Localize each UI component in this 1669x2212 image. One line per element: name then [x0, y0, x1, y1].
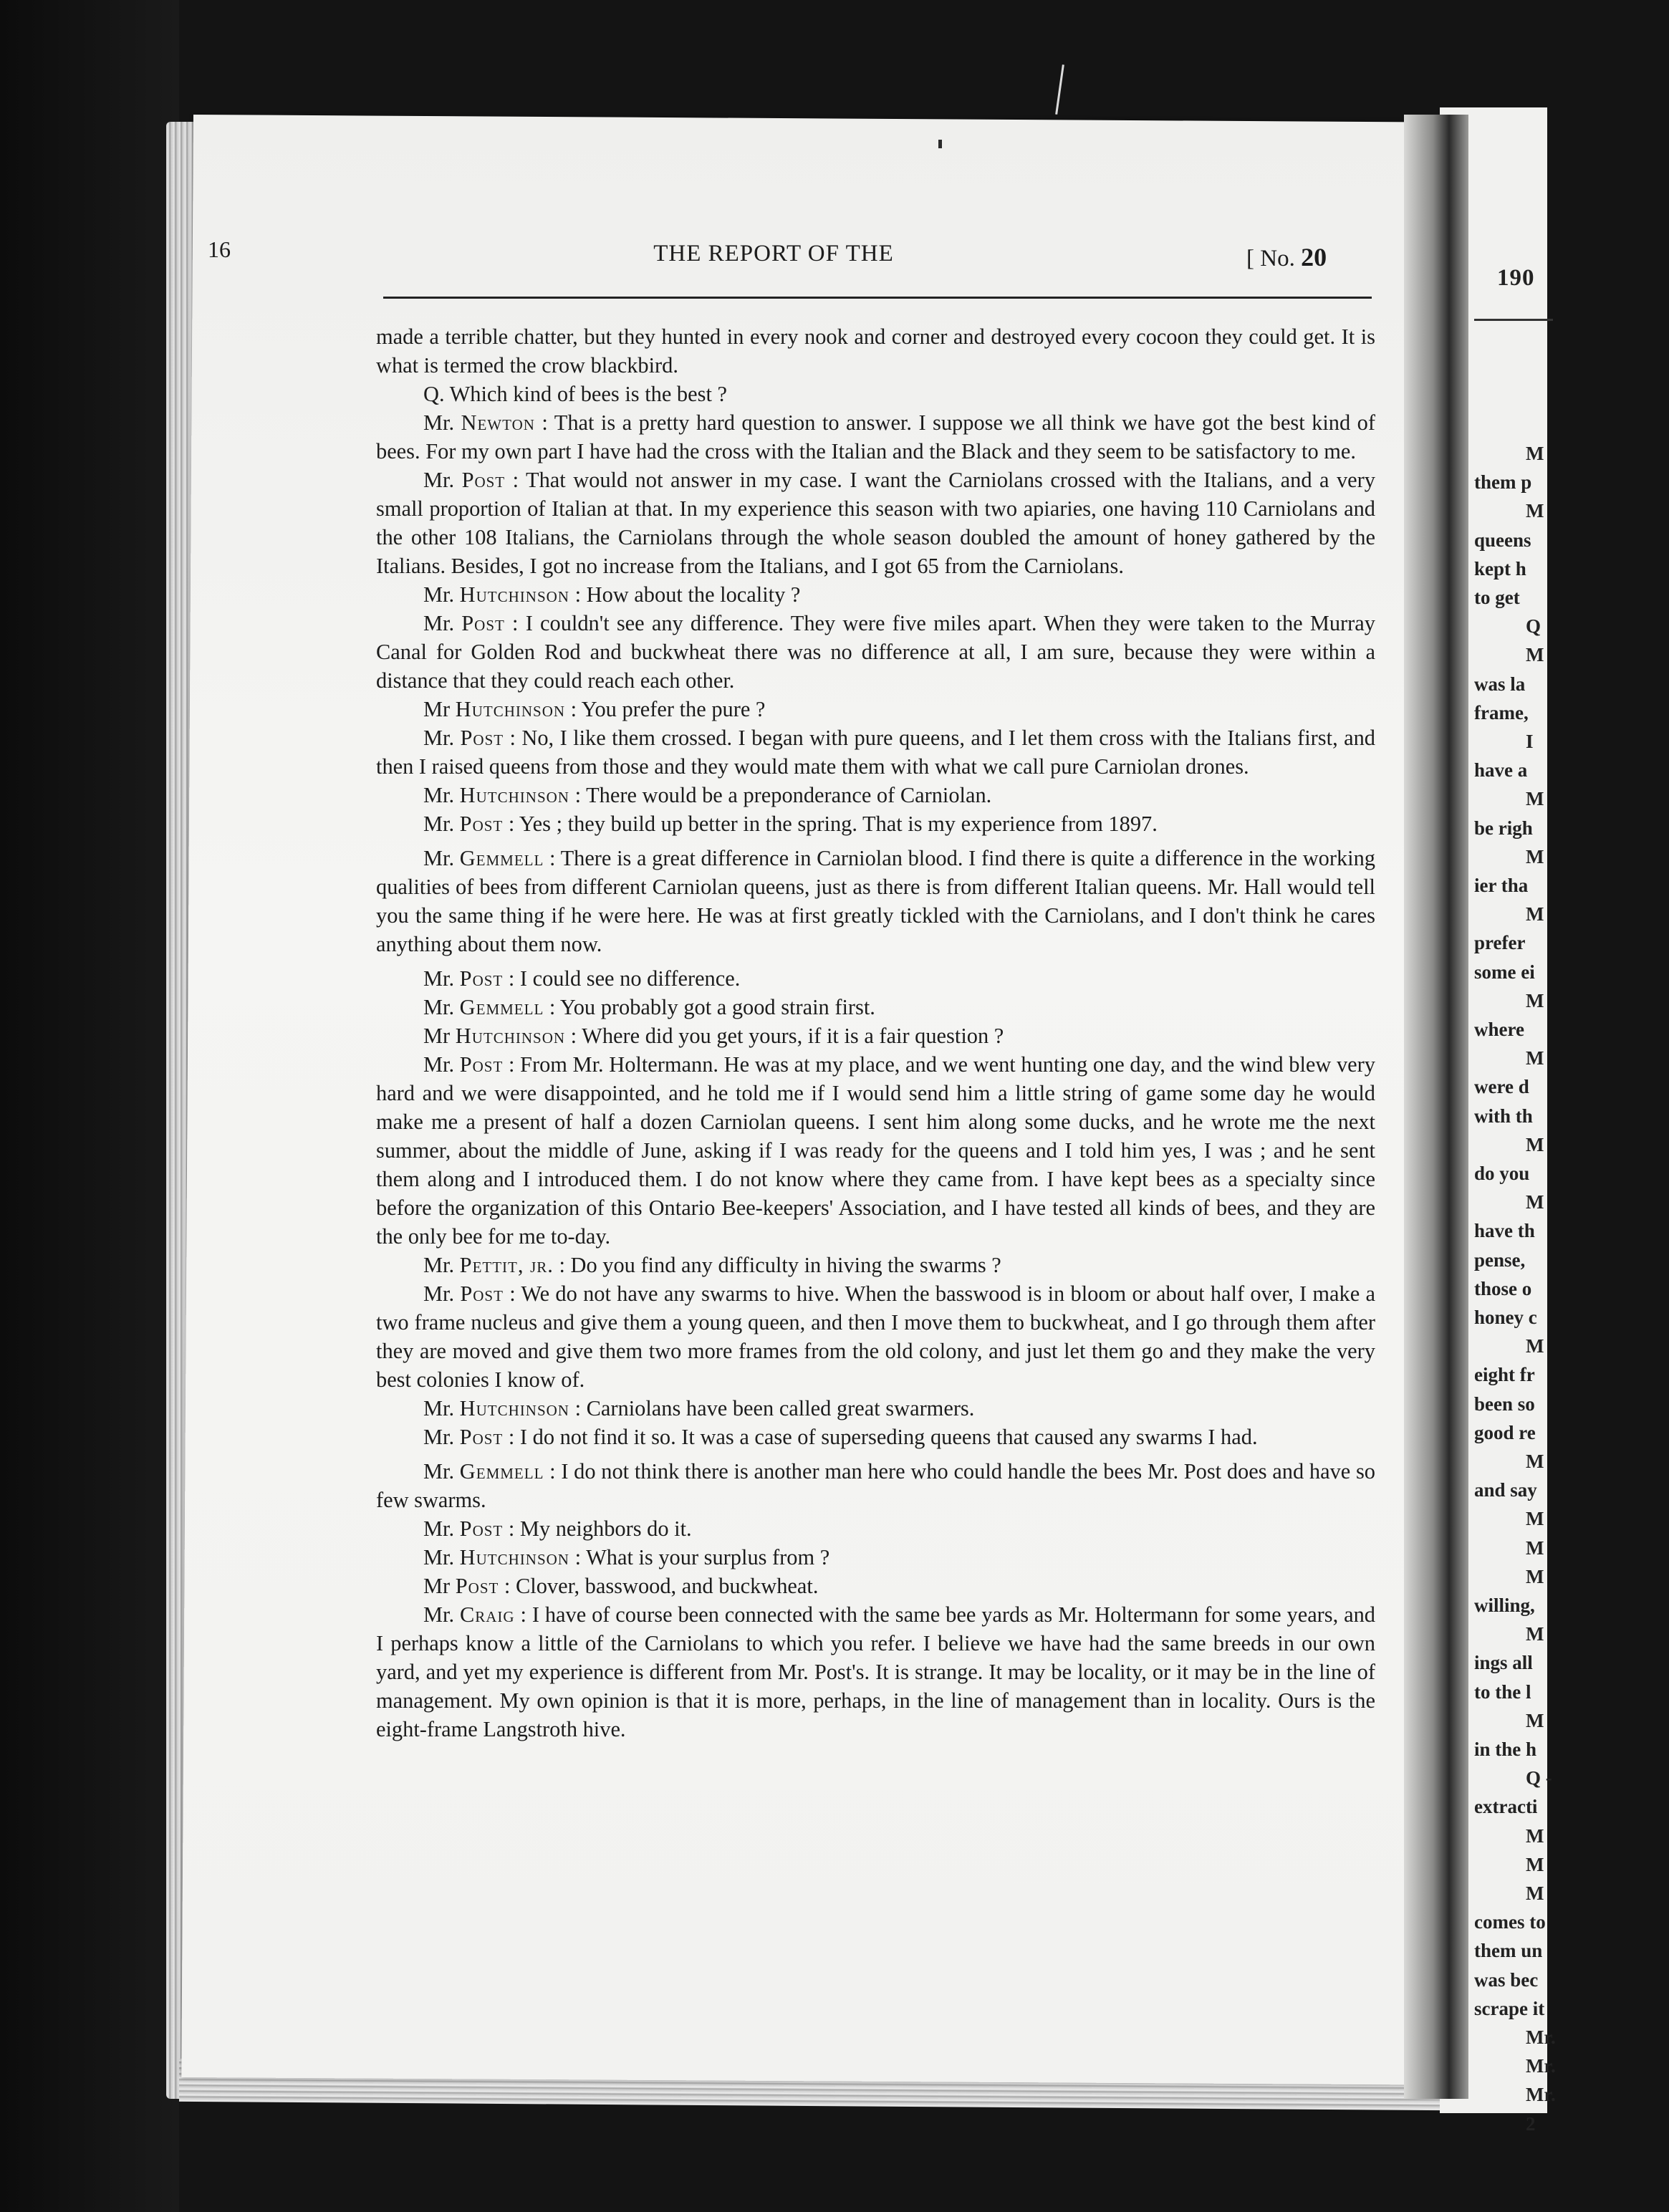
- header-rule: [383, 297, 1372, 299]
- facing-page-line: M: [1526, 443, 1544, 464]
- facing-page-line: been so: [1474, 1393, 1535, 1415]
- speaker-name: Mr. Post :: [423, 966, 515, 991]
- speaker-surname: Post: [459, 1516, 504, 1541]
- speaker-name: Mr. Post :: [423, 1052, 515, 1077]
- facing-page-line: honey c: [1474, 1307, 1537, 1328]
- speaker-name: Mr. Post :: [423, 1425, 515, 1449]
- paragraph-text: Q. Which kind of bees is the best ?: [423, 382, 727, 406]
- report-number-prefix: [ No.: [1246, 246, 1295, 271]
- facing-page-line: have th: [1474, 1220, 1535, 1242]
- binding-gutter: [1404, 115, 1468, 2099]
- facing-page-line: ings all: [1474, 1652, 1533, 1674]
- paragraph: [376, 1457, 1375, 1514]
- facing-page-line: them un: [1474, 1940, 1543, 1962]
- facing-page-line: have a: [1474, 759, 1528, 782]
- facing-page-line: pense,: [1474, 1249, 1526, 1271]
- facing-page-line: M: [1526, 788, 1544, 810]
- paragraph-text: We do not have any swarms to hive. When the basswood is in bloom or about half over, I make a two frame nucleus and give them a young queen, and then I move them to buckwheat, and I go through them after they are moved and give them two more frames from the old colony, and just let them go and they make the very best colonies I know of.: [376, 1281, 1375, 1392]
- paragraph-text: That would not answer in my case. I want the Carniolans crossed with the Italians, and a very small proportion of Italian at that. In my experience this season with two apiaries, one having 110 Carniolans and the other 108 Italians, the Carniolans through the whole season doubled the amount of honey gathered by the Italians. Besides, I got no increase from the Italians, and I got 65 from the Carniolans.: [376, 468, 1375, 578]
- speaker-name: Mr. Newton :: [423, 410, 548, 435]
- paragraph-text: My neighbors do it.: [519, 1516, 692, 1541]
- paragraph-text: Do you find any difficulty in hiving the swarms ?: [570, 1253, 1001, 1277]
- paragraph-text: From Mr. Holtermann. He was at my place, and we went hunting one day, and the wind blew very hard and we were disappointed, and he told me if I would send him a little string of game some day he would make me a present of half a dozen Carniolan queens. I sent him along some ducks, and he wrote me the next summer, about the middle of June, asking if I was ready for the queens and I told him yes, I was ; and he sent them along and I introduced them. I do not know where they came from. I have kept bees as a specialty since before the organization of this Ontario Bee-keepers' Association, and I have tested all kinds of bees, and they are the only bee for me to-day.: [376, 1052, 1375, 1249]
- paragraph-text: You probably got a good strain first.: [559, 995, 875, 1019]
- speaker-name: Mr. Post :: [423, 726, 516, 750]
- speaker-surname: Newton: [461, 410, 535, 435]
- speaker-name: Mr. Post :: [423, 812, 515, 836]
- paragraph-text: I do not find it so. It was a case of superseding queens that caused any swarms I had.: [519, 1425, 1258, 1449]
- facing-page-line: M: [1526, 1623, 1544, 1645]
- speaker-name: Mr Post :: [423, 1574, 511, 1598]
- speaker-name: Mr. Hutchinson :: [423, 783, 582, 807]
- speaker-surname: Gemmell: [459, 846, 544, 870]
- facing-page-line: 2: [1526, 2112, 1536, 2135]
- paragraph: [376, 1514, 1375, 1543]
- speaker-name: Mr. Post :: [423, 1516, 515, 1541]
- scan-background: [0, 0, 179, 2212]
- paragraph: [376, 1251, 1375, 1279]
- speaker-surname: Post: [455, 1574, 499, 1598]
- paragraph: [376, 1543, 1375, 1572]
- speaker-name: Mr. Craig :: [423, 1602, 526, 1627]
- paragraph: [376, 844, 1375, 958]
- facing-page-line: was bec: [1474, 1968, 1539, 1991]
- speaker-surname: Post: [461, 611, 505, 635]
- speaker-surname: Craig: [459, 1602, 515, 1627]
- facing-page-line: willing,: [1474, 1595, 1535, 1616]
- speaker-surname: Hutchinson: [455, 697, 566, 721]
- speaker-name: Mr. Hutchinson :: [423, 1545, 582, 1569]
- paragraph: [376, 1050, 1375, 1251]
- speaker-surname: Hutchinson: [459, 783, 569, 807]
- paragraph: [376, 695, 1375, 723]
- paragraph-text: No, I like them crossed. I began with pure queens, and I let them cross with the Italians first, and then I raised queens from those and they would mate them with what we call pure Carniolan drones.: [376, 726, 1375, 779]
- facing-page-line: where: [1474, 1019, 1524, 1040]
- scan-artifact: [1055, 64, 1064, 115]
- paragraph-text: Clover, basswood, and buckwheat.: [515, 1574, 819, 1598]
- paragraph-text: I do not think there is another man here who could handle the bees Mr. Post does and have so few swarms.: [376, 1459, 1375, 1512]
- facing-page-rule: [1474, 319, 1553, 321]
- speaker-surname: Gemmell: [459, 1459, 544, 1484]
- facing-page-line: M: [1526, 500, 1544, 522]
- paragraph-text: Carniolans have been called great swarmers.: [586, 1396, 975, 1420]
- paragraph-text: Yes ; they build up better in the spring. That is my experience from 1897.: [519, 812, 1158, 836]
- speaker-surname: Hutchinson: [455, 1024, 566, 1048]
- speaker-surname: Hutchinson: [459, 582, 569, 607]
- facing-page-line: ier tha: [1474, 875, 1529, 896]
- speaker-name: Mr. Post :: [423, 468, 519, 492]
- facing-page-line: M: [1526, 1565, 1544, 1587]
- facing-page-line: do you: [1474, 1163, 1530, 1184]
- speaker-name: Mr. Gemmell :: [423, 846, 556, 870]
- paragraph: [376, 993, 1375, 1021]
- report-number-value: 20: [1301, 243, 1327, 271]
- facing-page-line: M: [1526, 903, 1544, 925]
- page-number: 16: [208, 236, 231, 262]
- speaker-surname: Post: [461, 468, 506, 492]
- speaker-surname: Post: [459, 1425, 504, 1449]
- paragraph: [376, 609, 1375, 695]
- facing-page-line: good re: [1474, 1421, 1536, 1443]
- paragraph: [376, 809, 1375, 838]
- paragraph: [376, 1423, 1375, 1451]
- paragraph-text: made a terrible chatter, but they hunted in every nook and corner and destroyed every cocoon they could get. It is what is termed the crow blackbird.: [376, 324, 1375, 378]
- paragraph-text: That is a pretty hard question to answer. I suppose we all think we have got the best kind of bees. For my own part I have had the cross with the Italian and the Black and they seem to be satisfactory to me.: [376, 410, 1375, 463]
- facing-page-line: M: [1526, 845, 1544, 867]
- speaker-name: Mr. Gemmell :: [423, 1459, 556, 1484]
- facing-page-line: with th: [1474, 1105, 1533, 1127]
- facing-page-line: M: [1526, 1508, 1544, 1530]
- speaker-name: Mr. Hutchinson :: [423, 1396, 582, 1420]
- speaker-surname: Post: [459, 812, 504, 836]
- facing-page-line: M: [1526, 1709, 1544, 1731]
- paragraph: [376, 964, 1375, 993]
- facing-page-line: M: [1526, 1537, 1544, 1559]
- speaker-surname: Gemmell: [459, 995, 544, 1019]
- speaker-surname: Post: [459, 1052, 504, 1077]
- speaker-name: Mr Hutchinson :: [423, 697, 577, 721]
- paragraph-text: There is a great difference in Carniolan blood. I find there is quite a difference in the working qualities of bees from different Carniolan queens, just as there is from different Italian queens. Mr. Hall would tell you the same thing if he were here. He was at first greatly tickled with the Carniolans, and I don't think he cares anything about them now.: [376, 846, 1375, 956]
- facing-page-line: M: [1526, 1824, 1544, 1847]
- facing-page-line: M: [1526, 989, 1544, 1011]
- facing-page-line: frame,: [1474, 701, 1529, 723]
- facing-page-line: I: [1526, 731, 1534, 752]
- facing-page-line: M: [1526, 1882, 1544, 1904]
- paragraph: [376, 723, 1375, 781]
- paragraph-text: There would be a preponderance of Carniolan.: [586, 783, 992, 807]
- facing-page-line: to get: [1474, 587, 1520, 608]
- paragraph: [376, 1572, 1375, 1600]
- facing-page-header: 190: [1497, 265, 1535, 291]
- paragraph: [376, 1021, 1375, 1050]
- speaker-surname: Pettit, jr.: [459, 1253, 554, 1277]
- paragraph-text: I have of course been connected with the same bee yards as Mr. Holtermann for some years, and I perhaps know a little of the Carniolans to which you refer. I believe we have had the same breeds in our own yard, and yet my experience is different from Mr. Post's. It is strange. It may be locality, or it may be in the line of management. My own opinion is that it is more, perhaps, in the line of management than in locality. Ours is the eight-frame Langstroth hive.: [376, 1602, 1375, 1741]
- paragraph: [376, 580, 1375, 609]
- paragraph: [376, 1600, 1375, 1744]
- running-head: THE REPORT OF THE: [653, 241, 894, 266]
- facing-page-line: comes to: [1474, 1911, 1546, 1933]
- paragraph: [376, 1279, 1375, 1394]
- paragraph-text: I could see no difference.: [519, 966, 741, 991]
- paragraph: [376, 380, 1375, 408]
- facing-page-line: M: [1526, 1191, 1544, 1213]
- facing-page-line: Q -: [1526, 1767, 1552, 1789]
- speaker-name: Mr. Gemmell :: [423, 995, 556, 1019]
- paragraph: [376, 781, 1375, 809]
- paragraph-text: I couldn't see any difference. They were five miles apart. When they were taken to the Murray Canal for Golden Rod and buckwheat there was no difference at all, I am sure, because they were within a distance that they could reach each other.: [376, 611, 1375, 693]
- facing-page-line: Q: [1526, 615, 1541, 638]
- report-number: [1246, 242, 1327, 272]
- facing-page-line: M: [1526, 644, 1544, 666]
- facing-page-line: be righ: [1474, 817, 1533, 839]
- speaker-surname: Post: [460, 1281, 504, 1306]
- speaker-name: Mr Hutchinson :: [423, 1024, 577, 1048]
- facing-page-line: to the l: [1474, 1680, 1531, 1703]
- facing-page-line: prefer: [1474, 932, 1526, 954]
- facing-page-line: were d: [1474, 1076, 1529, 1098]
- facing-page-line: scrape it: [1474, 1997, 1545, 2019]
- facing-page-line: those o: [1474, 1277, 1532, 1299]
- ink-speck: [938, 140, 942, 148]
- facing-page-line: was la: [1474, 673, 1526, 695]
- body-text: [376, 322, 1375, 1744]
- paragraph-text: You prefer the pure ?: [581, 697, 766, 721]
- facing-page-line: M: [1526, 1133, 1544, 1155]
- facing-page-line: M: [1526, 1853, 1544, 1875]
- facing-page-line: kept h: [1474, 557, 1526, 580]
- speaker-name: Mr. Post :: [423, 611, 519, 635]
- facing-page-line: them p: [1474, 471, 1532, 494]
- facing-page-line: M: [1526, 1047, 1544, 1069]
- paragraph: [376, 1394, 1375, 1423]
- facing-page-line: extracti: [1474, 1796, 1538, 1818]
- speaker-name: Mr. Post :: [423, 1281, 516, 1306]
- facing-page-line: eight fr: [1474, 1364, 1535, 1386]
- paragraph: [376, 408, 1375, 466]
- speaker-surname: Hutchinson: [459, 1396, 569, 1420]
- speaker-surname: Hutchinson: [459, 1545, 569, 1569]
- facing-page-line: some ei: [1474, 961, 1535, 983]
- facing-page-line: M: [1526, 1451, 1544, 1472]
- paragraph: [376, 466, 1375, 580]
- speaker-surname: Post: [460, 726, 504, 750]
- speaker-name: Mr. Pettit, jr. :: [423, 1253, 565, 1277]
- facing-page-line: Mr.: [1526, 2055, 1556, 2077]
- paragraph-text: Where did you get yours, if it is a fair question ?: [582, 1024, 1004, 1048]
- facing-page-line: queens: [1474, 529, 1531, 551]
- facing-page-line: Mr.: [1526, 2026, 1556, 2048]
- paragraph-text: What is your surplus from ?: [586, 1545, 830, 1569]
- speaker-name: Mr. Hutchinson :: [423, 582, 582, 607]
- paragraph-text: How about the locality ?: [586, 582, 801, 607]
- facing-page-line: in the h: [1474, 1739, 1537, 1760]
- facing-page-line: M: [1526, 1335, 1544, 1357]
- facing-page-line: Mr.: [1526, 2084, 1556, 2106]
- paragraph: [376, 322, 1375, 380]
- facing-page-line: and say: [1474, 1479, 1537, 1501]
- speaker-surname: Post: [459, 966, 504, 991]
